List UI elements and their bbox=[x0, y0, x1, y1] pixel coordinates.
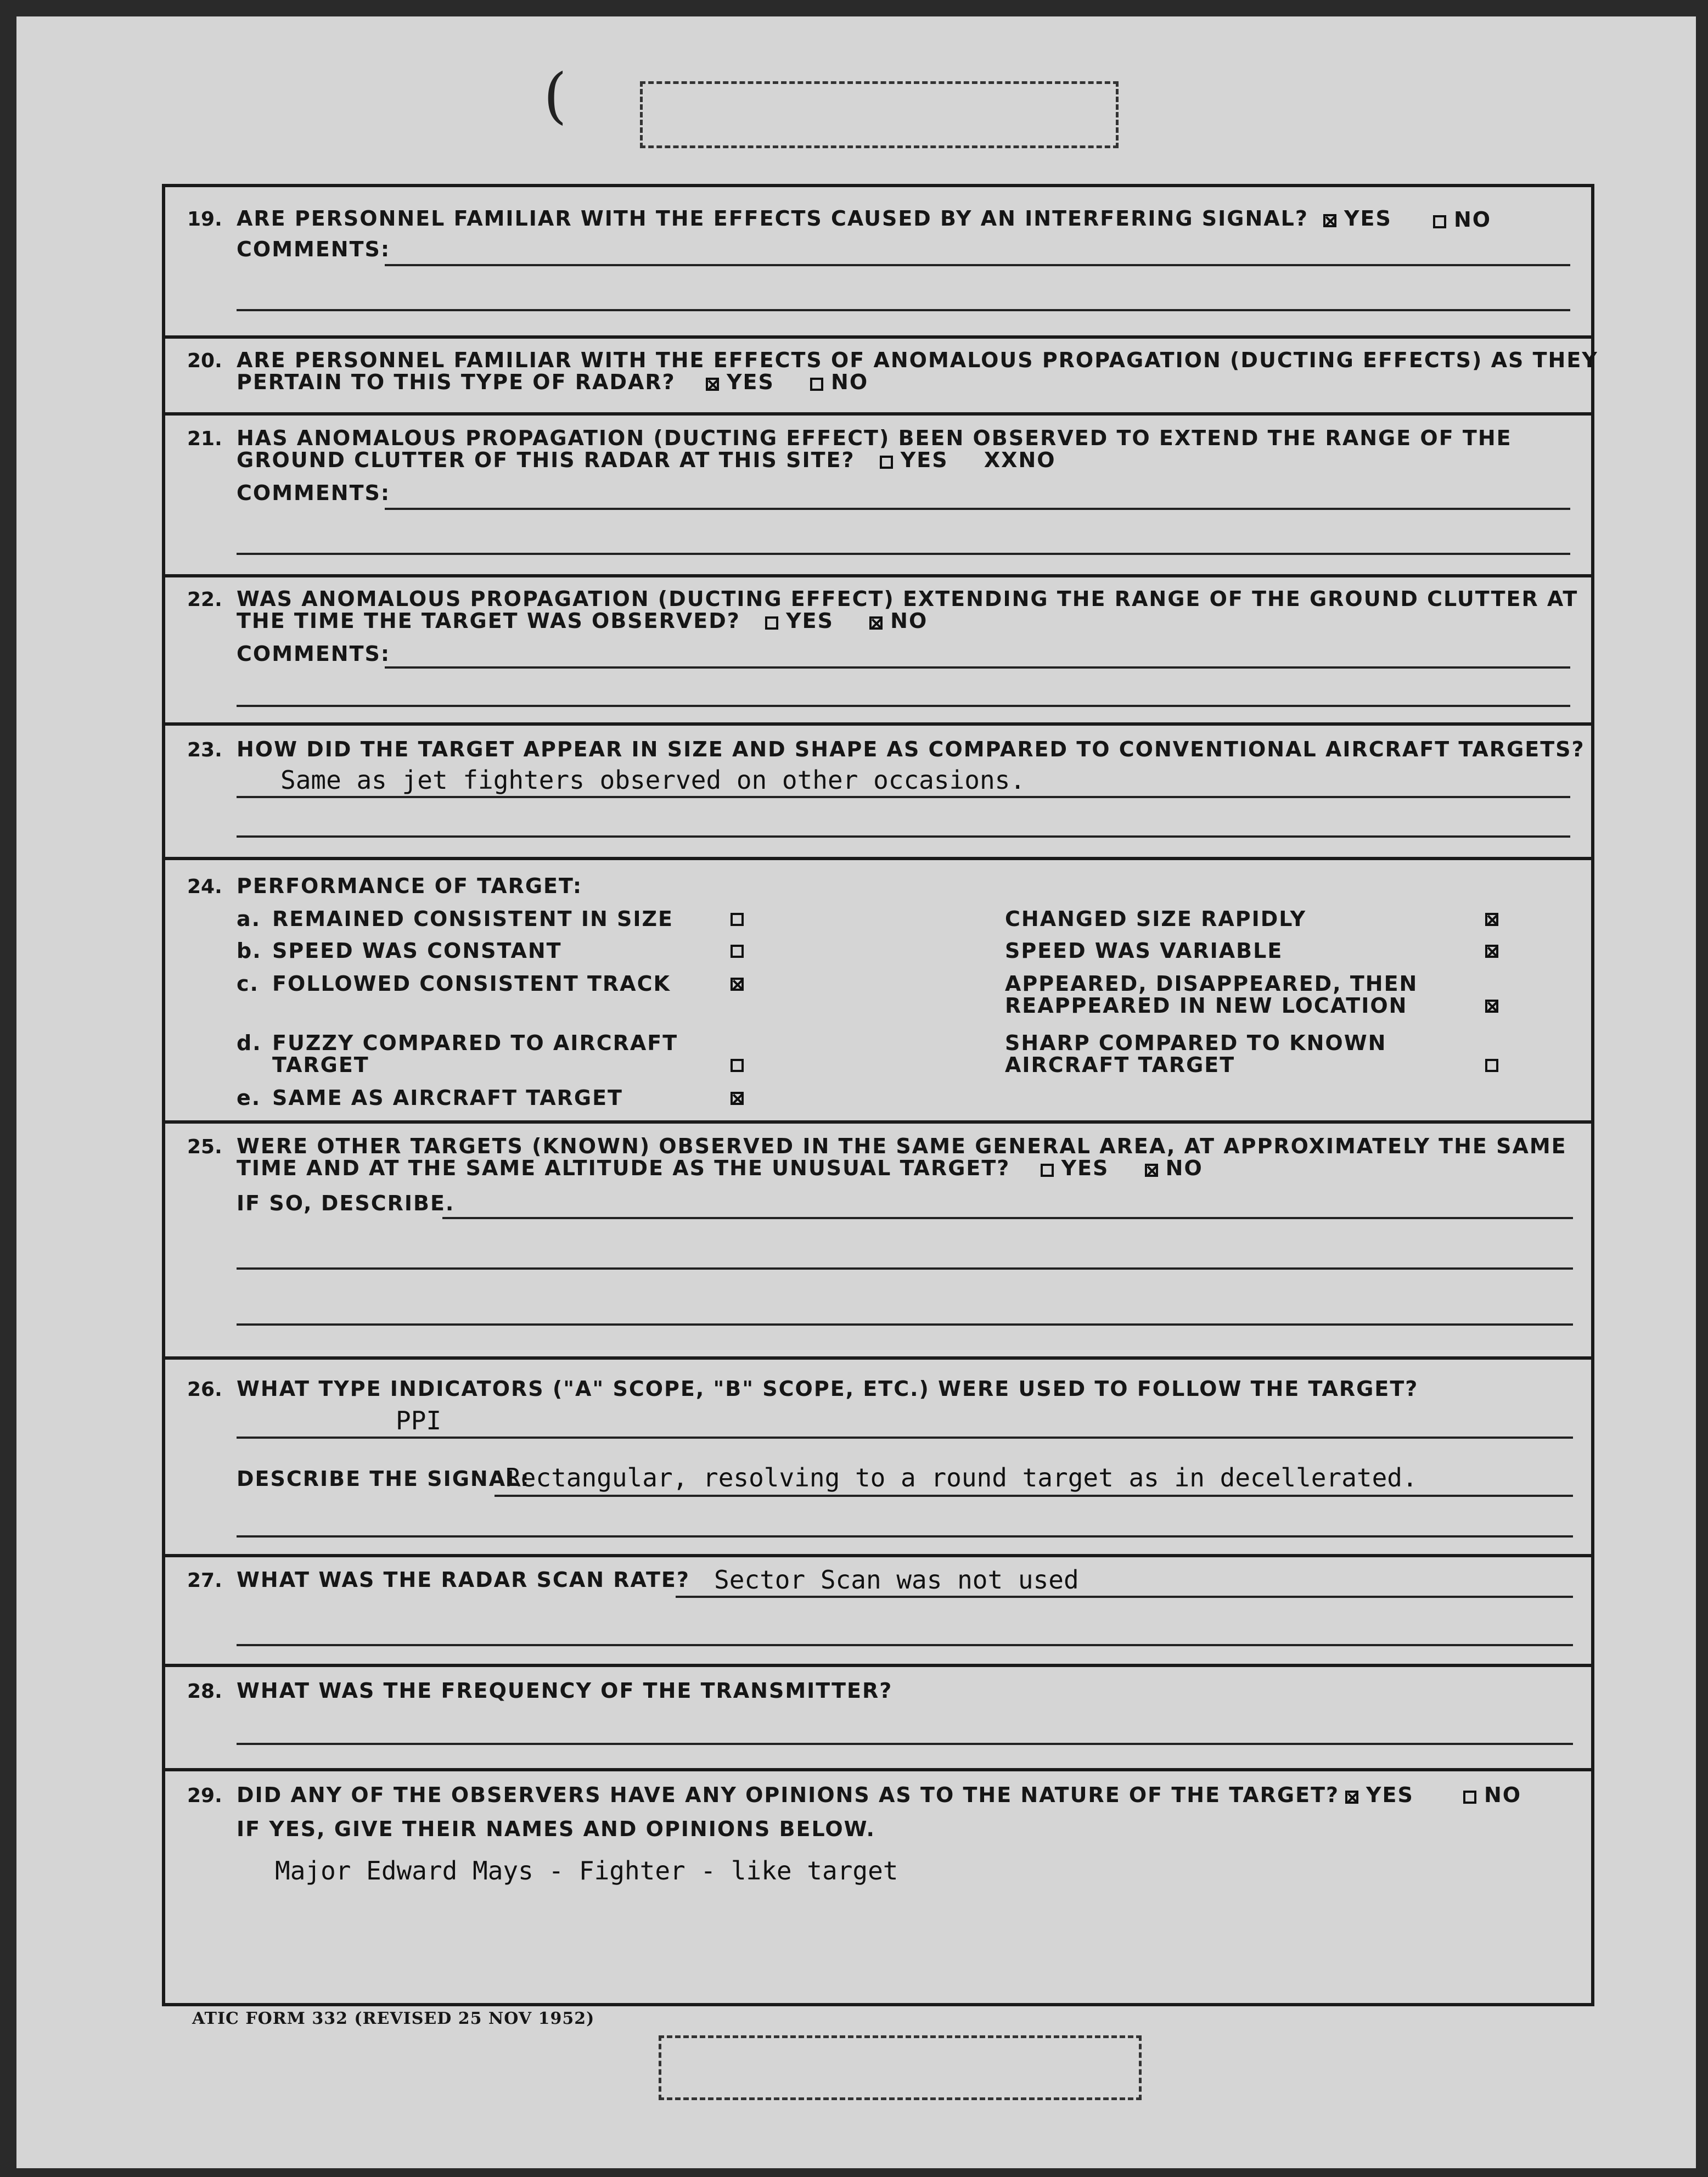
form-id-footer: ATIC FORM 332 (REVISED 25 NOV 1952) bbox=[192, 2009, 595, 2028]
top-stamp-box bbox=[640, 81, 1119, 148]
checkbox-empty[interactable] bbox=[731, 945, 744, 958]
describe-line[interactable] bbox=[237, 1267, 1573, 1270]
no-mark: XX bbox=[984, 448, 1019, 472]
checkbox-checked[interactable] bbox=[731, 978, 744, 991]
question-number: 27. bbox=[187, 1569, 222, 1592]
performance-label: REMAINED CONSISTENT IN SIZE bbox=[272, 907, 674, 931]
checkbox-checked[interactable] bbox=[869, 616, 883, 630]
question-text-line2 bbox=[237, 609, 928, 632]
answer-line[interactable] bbox=[237, 1535, 1573, 1538]
handwritten-answer: Rectangular, resolving to a round target as in decellerated. bbox=[505, 1463, 1418, 1493]
q21-yes-option[interactable] bbox=[880, 448, 948, 472]
yes-label: YES bbox=[1366, 1783, 1414, 1807]
yes-label: YES bbox=[1344, 206, 1392, 231]
performance-label: REAPPEARED IN NEW LOCATION bbox=[1005, 994, 1408, 1018]
question-text: IF YES, GIVE THEIR NAMES AND OPINIONS BELOW. bbox=[237, 1817, 875, 1841]
question-text: PERTAIN TO THIS TYPE OF RADAR? bbox=[237, 370, 676, 394]
checkbox-checked[interactable] bbox=[731, 1092, 744, 1105]
row-letter: e. bbox=[237, 1086, 261, 1110]
question-number: 22. bbox=[187, 588, 222, 611]
describe-line[interactable] bbox=[442, 1217, 1573, 1219]
performance-label: SPEED WAS VARIABLE bbox=[1005, 939, 1283, 963]
no-label: NO bbox=[1018, 448, 1056, 472]
performance-label: SAME AS AIRCRAFT TARGET bbox=[272, 1086, 623, 1110]
question-number: 21. bbox=[187, 428, 222, 450]
question-number: 20. bbox=[187, 350, 222, 372]
q22-no-option[interactable] bbox=[869, 609, 928, 633]
performance-label: TARGET bbox=[272, 1053, 369, 1077]
yes-label: YES bbox=[1061, 1156, 1109, 1180]
question-number: 29. bbox=[187, 1785, 222, 1807]
question-text: ARE PERSONNEL FAMILIAR WITH THE EFFECTS CAUSED BY AN INTERFERING SIGNAL? bbox=[237, 206, 1308, 231]
question-text: HAS ANOMALOUS PROPAGATION (DUCTING EFFECT) BEEN OBSERVED TO EXTEND THE RANGE OF THE bbox=[237, 426, 1512, 450]
question-text: GROUND CLUTTER OF THIS RADAR AT THIS SITE? bbox=[237, 448, 855, 472]
performance-label: APPEARED, DISAPPEARED, THEN bbox=[1005, 972, 1418, 996]
question-number: 28. bbox=[187, 1680, 222, 1703]
performance-label: CHANGED SIZE RAPIDLY bbox=[1005, 907, 1307, 931]
performance-label: FOLLOWED CONSISTENT TRACK bbox=[272, 972, 671, 996]
checkbox-empty[interactable] bbox=[1433, 215, 1446, 228]
question-number: 23. bbox=[187, 739, 222, 761]
no-label: NO bbox=[890, 609, 928, 633]
q20-yes-option[interactable] bbox=[706, 370, 774, 394]
q20-no-option[interactable] bbox=[810, 370, 868, 394]
performance-label: SPEED WAS CONSTANT bbox=[272, 939, 562, 963]
answer-line[interactable] bbox=[237, 1644, 1573, 1646]
radar-questionnaire-form bbox=[162, 184, 1598, 2006]
comments-line[interactable] bbox=[237, 553, 1570, 555]
row-letter: c. bbox=[237, 972, 259, 996]
signal-label: DESCRIBE THE SIGNAL: bbox=[237, 1467, 530, 1491]
checkbox-empty[interactable] bbox=[810, 378, 823, 391]
checkbox-checked[interactable] bbox=[1345, 1791, 1358, 1804]
document-page bbox=[16, 16, 1696, 2168]
describe-line[interactable] bbox=[237, 1323, 1573, 1326]
checkbox-checked[interactable] bbox=[1485, 945, 1498, 958]
question-22 bbox=[165, 574, 1591, 722]
row-letter: a. bbox=[237, 907, 261, 931]
no-label: NO bbox=[1165, 1156, 1203, 1180]
checkbox-empty[interactable] bbox=[731, 1059, 744, 1072]
answer-line[interactable] bbox=[676, 1596, 1573, 1598]
paren-mark: ( bbox=[543, 60, 567, 131]
question-21 bbox=[165, 412, 1591, 574]
yes-label: YES bbox=[900, 448, 948, 472]
question-text: WERE OTHER TARGETS (KNOWN) OBSERVED IN THE SAME GENERAL AREA, AT APPROXIMATELY THE SAME bbox=[237, 1134, 1567, 1158]
describe-label: IF SO, DESCRIBE. bbox=[237, 1191, 455, 1215]
question-text: WHAT TYPE INDICATORS ("A" SCOPE, "B" SCOPE, ETC.) WERE USED TO FOLLOW THE TARGET? bbox=[237, 1377, 1419, 1401]
question-number: 26. bbox=[187, 1378, 222, 1401]
row-letter: d. bbox=[237, 1031, 262, 1055]
yes-label: YES bbox=[786, 609, 834, 633]
question-text: PERFORMANCE OF TARGET: bbox=[237, 874, 583, 898]
checkbox-empty[interactable] bbox=[1041, 1164, 1054, 1177]
question-23 bbox=[165, 722, 1591, 857]
question-19 bbox=[165, 187, 1591, 335]
q22-yes-option[interactable] bbox=[765, 609, 834, 633]
q25-no-option[interactable] bbox=[1145, 1156, 1203, 1180]
q25-yes-option[interactable] bbox=[1041, 1156, 1109, 1180]
question-text: ARE PERSONNEL FAMILIAR WITH THE EFFECTS OF ANOMALOUS PROPAGATION (DUCTING EFFECTS) AS THEY bbox=[237, 348, 1598, 372]
question-text: THE TIME THE TARGET WAS OBSERVED? bbox=[237, 609, 740, 633]
question-number: 19. bbox=[187, 208, 222, 231]
question-24 bbox=[165, 857, 1591, 1120]
question-20 bbox=[165, 335, 1598, 412]
q21-no-option[interactable] bbox=[984, 448, 1056, 472]
signal-line[interactable] bbox=[495, 1495, 1573, 1497]
checkbox-empty[interactable] bbox=[731, 913, 744, 926]
answer-line[interactable] bbox=[237, 835, 1570, 838]
comments-line[interactable] bbox=[237, 309, 1570, 311]
question-text-line2 bbox=[237, 448, 1056, 472]
comments-line[interactable] bbox=[385, 508, 1570, 510]
question-27 bbox=[165, 1554, 1591, 1664]
answer-line[interactable] bbox=[237, 1743, 1573, 1745]
question-25 bbox=[165, 1120, 1591, 1356]
checkbox-checked[interactable] bbox=[1485, 913, 1498, 926]
handwritten-answer: Sector Scan was not used bbox=[714, 1565, 1079, 1595]
no-label: NO bbox=[831, 370, 869, 394]
q19-no-option[interactable] bbox=[1433, 208, 1491, 231]
checkbox-checked[interactable] bbox=[1485, 1000, 1498, 1013]
question-text: TIME AND AT THE SAME ALTITUDE AS THE UNUSUAL TARGET? bbox=[237, 1156, 1010, 1180]
bottom-stamp-box bbox=[659, 2035, 1142, 2100]
question-text-line2 bbox=[237, 1157, 1203, 1180]
handwritten-answer: Same as jet fighters observed on other occasions. bbox=[280, 765, 1026, 795]
handwritten-answer: PPI bbox=[396, 1406, 442, 1435]
comments-line[interactable] bbox=[237, 705, 1570, 707]
answer-line[interactable] bbox=[237, 1437, 1573, 1439]
handwritten-answer: Major Edward Mays - Fighter - like target bbox=[275, 1856, 898, 1886]
answer-line[interactable] bbox=[237, 796, 1570, 798]
q19-yes-option[interactable] bbox=[1323, 207, 1392, 230]
checkbox-empty[interactable] bbox=[1463, 1791, 1476, 1804]
q29-no-option[interactable] bbox=[1463, 1783, 1521, 1806]
question-text: WHAT WAS THE FREQUENCY OF THE TRANSMITTER? bbox=[237, 1679, 893, 1703]
performance-label: AIRCRAFT TARGET bbox=[1005, 1053, 1235, 1077]
question-number: 24. bbox=[187, 876, 222, 898]
checkbox-checked[interactable] bbox=[706, 378, 719, 391]
question-29 bbox=[165, 1768, 1591, 2003]
performance-label: SHARP COMPARED TO KNOWN bbox=[1005, 1031, 1387, 1055]
checkbox-empty[interactable] bbox=[1485, 1059, 1498, 1072]
yes-label: YES bbox=[726, 370, 774, 394]
question-text: WHAT WAS THE RADAR SCAN RATE? bbox=[237, 1568, 690, 1592]
row-letter: b. bbox=[237, 939, 262, 963]
comments-line[interactable] bbox=[385, 264, 1570, 266]
checkbox-empty[interactable] bbox=[880, 456, 893, 469]
question-text: DID ANY OF THE OBSERVERS HAVE ANY OPINIONS AS TO THE NATURE OF THE TARGET? bbox=[237, 1783, 1340, 1807]
question-text-line2 bbox=[237, 371, 868, 394]
comments-label: COMMENTS: bbox=[237, 642, 391, 666]
checkbox-checked[interactable] bbox=[1145, 1164, 1158, 1177]
checkbox-empty[interactable] bbox=[765, 616, 778, 630]
no-label: NO bbox=[1454, 207, 1492, 232]
checkbox-checked[interactable] bbox=[1323, 214, 1336, 227]
comments-label: COMMENTS: bbox=[237, 481, 391, 505]
q29-yes-option[interactable] bbox=[1345, 1783, 1414, 1806]
question-number: 25. bbox=[187, 1136, 222, 1158]
question-text: WAS ANOMALOUS PROPAGATION (DUCTING EFFECT) EXTENDING THE RANGE OF THE GROUND CLUTTER AT bbox=[237, 587, 1578, 611]
no-label: NO bbox=[1484, 1783, 1522, 1807]
question-26 bbox=[165, 1356, 1591, 1554]
comments-label: COMMENTS: bbox=[237, 237, 391, 261]
question-text: HOW DID THE TARGET APPEAR IN SIZE AND SHAPE AS COMPARED TO CONVENTIONAL AIRCRAFT TARGETS? bbox=[237, 737, 1585, 761]
question-28 bbox=[165, 1664, 1591, 1768]
performance-label: FUZZY COMPARED TO AIRCRAFT bbox=[272, 1031, 678, 1055]
comments-line[interactable] bbox=[385, 666, 1570, 669]
